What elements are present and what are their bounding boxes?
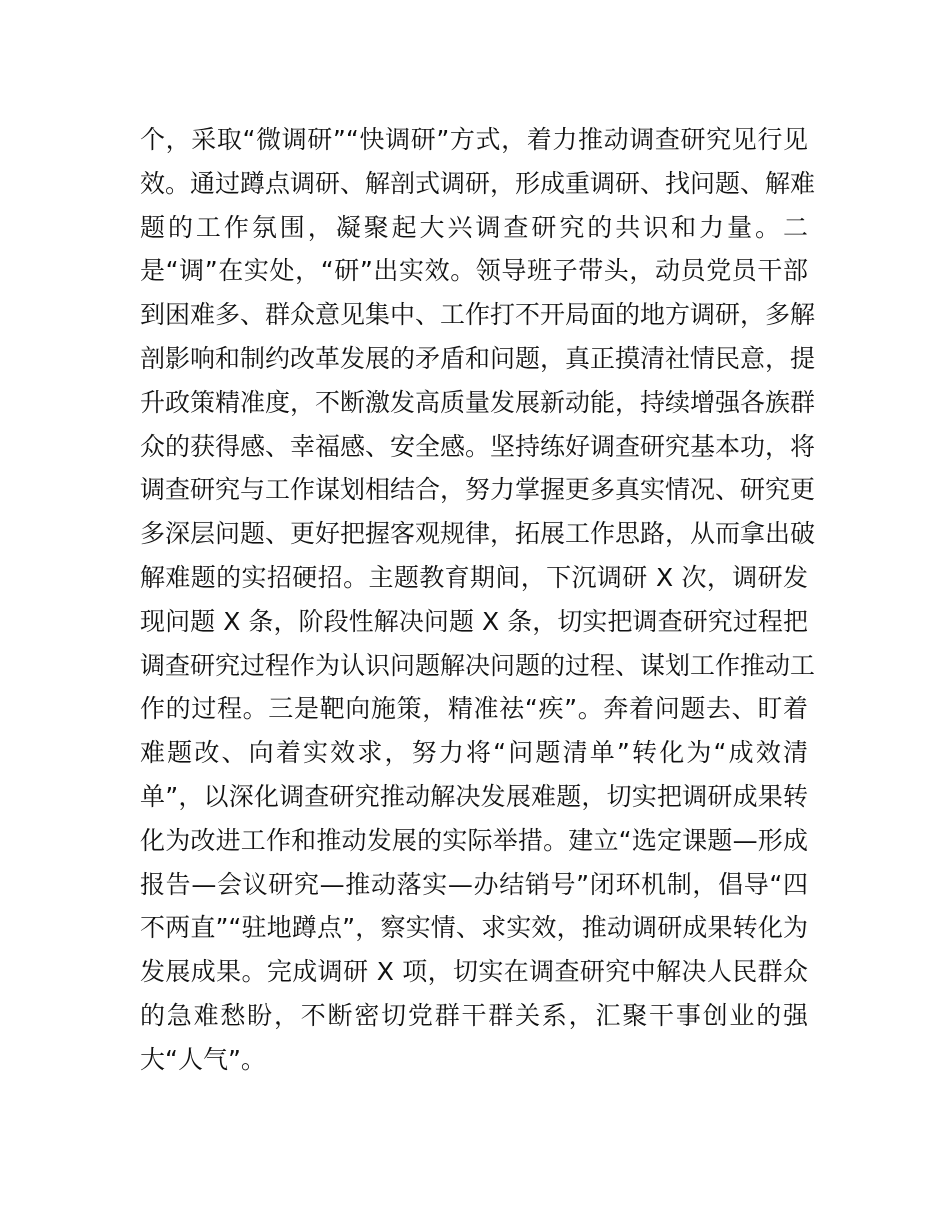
text-line: 解难题的实招硬招。主题教育期间，下沉调研 X 次，调研发 <box>140 562 808 592</box>
text-line: 题的工作氛围，凝聚起大兴调查研究的共识和力量。二 <box>140 212 808 242</box>
text-line: 剖影响和制约改革发展的矛盾和问题，真正摸清社情民意，提 <box>140 343 816 373</box>
text-line: 大“人气”。 <box>140 1044 266 1074</box>
text-line: 难题改、向着实效求，努力将“问题清单”转化为“成效清 <box>140 738 808 768</box>
text-line: 作的过程。三是靶向施策，精准祛“疾”。奔着问题去、盯着 <box>140 694 808 724</box>
text-line: 到困难多、群众意见集中、工作打不开局面的地方调研，多解 <box>140 300 816 330</box>
text-line: 不两直”“驻地蹲点”，察实情、求实效，推动调研成果转化为 <box>140 913 808 943</box>
text-line: 报告—会议研究—推动落实—办结销号”闭环机制，倡导“四 <box>140 869 808 899</box>
text-line: 调查研究过程作为认识问题解决问题的过程、谋划工作推动工 <box>140 650 816 680</box>
text-line: 效。通过蹲点调研、解剖式调研，形成重调研、找问题、解难 <box>140 168 816 198</box>
text-line: 现问题 X 条，阶段性解决问题 X 条，切实把调查研究过程把 <box>140 606 808 636</box>
text-line: 个，采取“微调研”“快调研”方式，着力推动调查研究见行见 <box>140 125 808 154</box>
text-line: 化为改进工作和推动发展的实际举措。建立“选定课题—形成 <box>140 825 808 855</box>
text-line: 的急难愁盼，不断密切党群干群关系，汇聚干事创业的强 <box>140 1000 808 1030</box>
text-line: 升政策精准度，不断激发高质量发展新动能，持续增强各族群 <box>140 387 816 417</box>
text-line: 调查研究与工作谋划相结合，努力掌握更多真实情况、研究更 <box>140 475 816 505</box>
text-line: 发展成果。完成调研 X 项，切实在调查研究中解决人民群众 <box>140 957 808 987</box>
text-line: 众的获得感、幸福感、安全感。坚持练好调查研究基本功，将 <box>140 431 816 461</box>
text-line: 单”，以深化调查研究推动解决发展难题，切实把调研成果转 <box>140 781 808 811</box>
text-line: 是“调”在实处，“研”出实效。领导班子带头，动员党员干部 <box>140 256 808 286</box>
text-line: 多深层问题、更好把握客观规律，拓展工作思路，从而拿出破 <box>140 519 816 549</box>
body-paragraph <box>140 118 820 1082</box>
